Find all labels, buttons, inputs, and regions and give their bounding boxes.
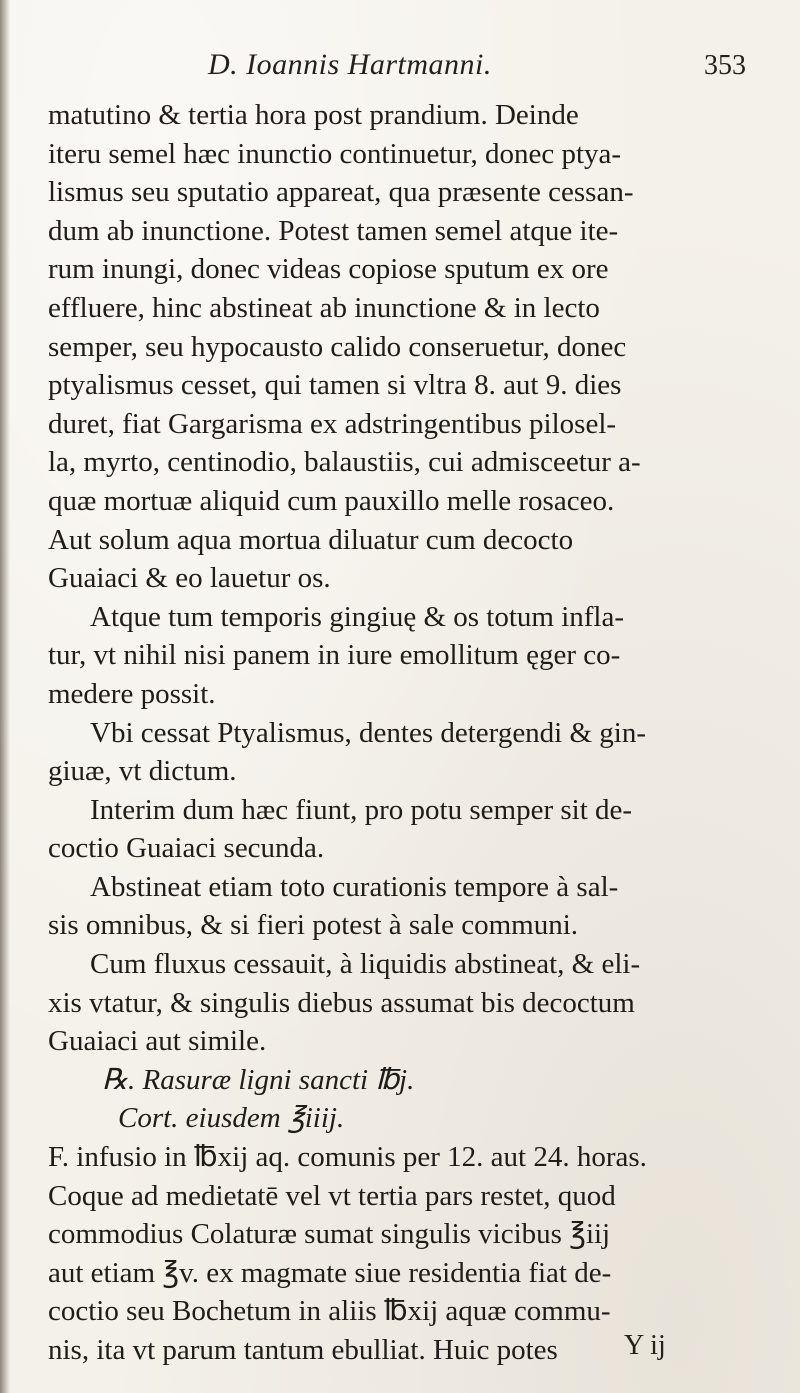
page-edge-shadow xyxy=(0,0,10,1393)
running-head: D. Ioannis Hartmanni. xyxy=(208,48,492,81)
page-number: 353 xyxy=(704,50,746,81)
text-line: effluere, hinc abstineat ab inunctione & in lecto xyxy=(48,291,600,324)
text-line: iteru semel hæc inunctio continuetur, donec ptya- xyxy=(48,137,622,170)
text-line: nis, ita vt parum tantum ebulliat. Huic potes xyxy=(48,1334,558,1366)
text-line: sis omnibus, & si fieri potest à sale communi. xyxy=(48,909,579,942)
text-line: Cum fluxus cessauit, à liquidis abstineat, & eli- xyxy=(90,948,641,981)
text-line: giuæ, vt dictum. xyxy=(48,755,237,788)
signature-mark: Y ij xyxy=(624,1330,666,1361)
text-line: Interim dum hæc fiunt, pro potu semper sit de- xyxy=(90,793,633,826)
text-line: duret, fiat Gargarisma ex adstringentibus pilosel- xyxy=(48,407,617,440)
text-line: medere possit. xyxy=(48,677,216,710)
text-line: Vbi cessat Ptyalismus, dentes detergendi & gin- xyxy=(90,716,647,749)
text-line: xis vtatur, & singulis diebus assumat bis decoctum xyxy=(48,986,635,1019)
text-line: Guaiaci aut simile. xyxy=(48,1025,267,1058)
text-line: Abstineat etiam toto curationis tempore à sal- xyxy=(90,870,619,903)
text-line: Coque ad medietatē vel vt tertia pars restet, quod xyxy=(48,1179,616,1212)
text-line: Cort. eiusdem ℥iiij. xyxy=(118,1102,345,1135)
text-line: ℞. Rasuræ ligni sancti ℔j. xyxy=(102,1063,415,1096)
body-text xyxy=(48,96,764,1370)
text-line: semper, seu hypocausto calido conseruetur, donec xyxy=(48,330,627,363)
text-line: matutino & tertia hora post prandium. Deinde xyxy=(48,99,579,131)
text-line: commodius Colaturæ sumat singulis vicibus ℥iij xyxy=(48,1218,611,1251)
text-line: quæ mortuæ aliquid cum pauxillo melle rosaceo. xyxy=(48,484,615,517)
text-line: coctio Guaiaci secunda. xyxy=(48,832,325,865)
text-line: aut etiam ℥v. ex magmate siue residentia fiat de- xyxy=(48,1256,612,1289)
text-line: Atque tum temporis gingiuę & os totum infla- xyxy=(90,600,625,633)
page-header xyxy=(48,40,760,90)
page-footer xyxy=(48,1330,760,1370)
text-line: la, myrto, centinodio, balaustiis, cui admisceetur a- xyxy=(48,446,641,479)
text-line: lismus seu sputatio appareat, qua præsente cessan- xyxy=(48,176,634,209)
text-line: F. infusio in ℔xij aq. comunis per 12. aut 24. horas. xyxy=(48,1141,647,1174)
text-line: dum ab inunctione. Potest tamen semel atque ite- xyxy=(48,214,619,247)
text-line: coctio seu Bochetum in aliis ℔xij aquæ commu- xyxy=(48,1295,611,1328)
text-line: Aut solum aqua mortua diluatur cum decocto xyxy=(48,523,574,556)
text-line: tur, vt nihil nisi panem in iure emollitum ęger co- xyxy=(48,639,621,672)
text-line: rum inungi, donec videas copiose sputum ex ore xyxy=(48,253,609,286)
text-line: ptyalismus cesset, qui tamen si vltra 8. aut 9. dies xyxy=(48,369,622,402)
text-line: Guaiaci & eo lauetur os. xyxy=(48,562,331,595)
